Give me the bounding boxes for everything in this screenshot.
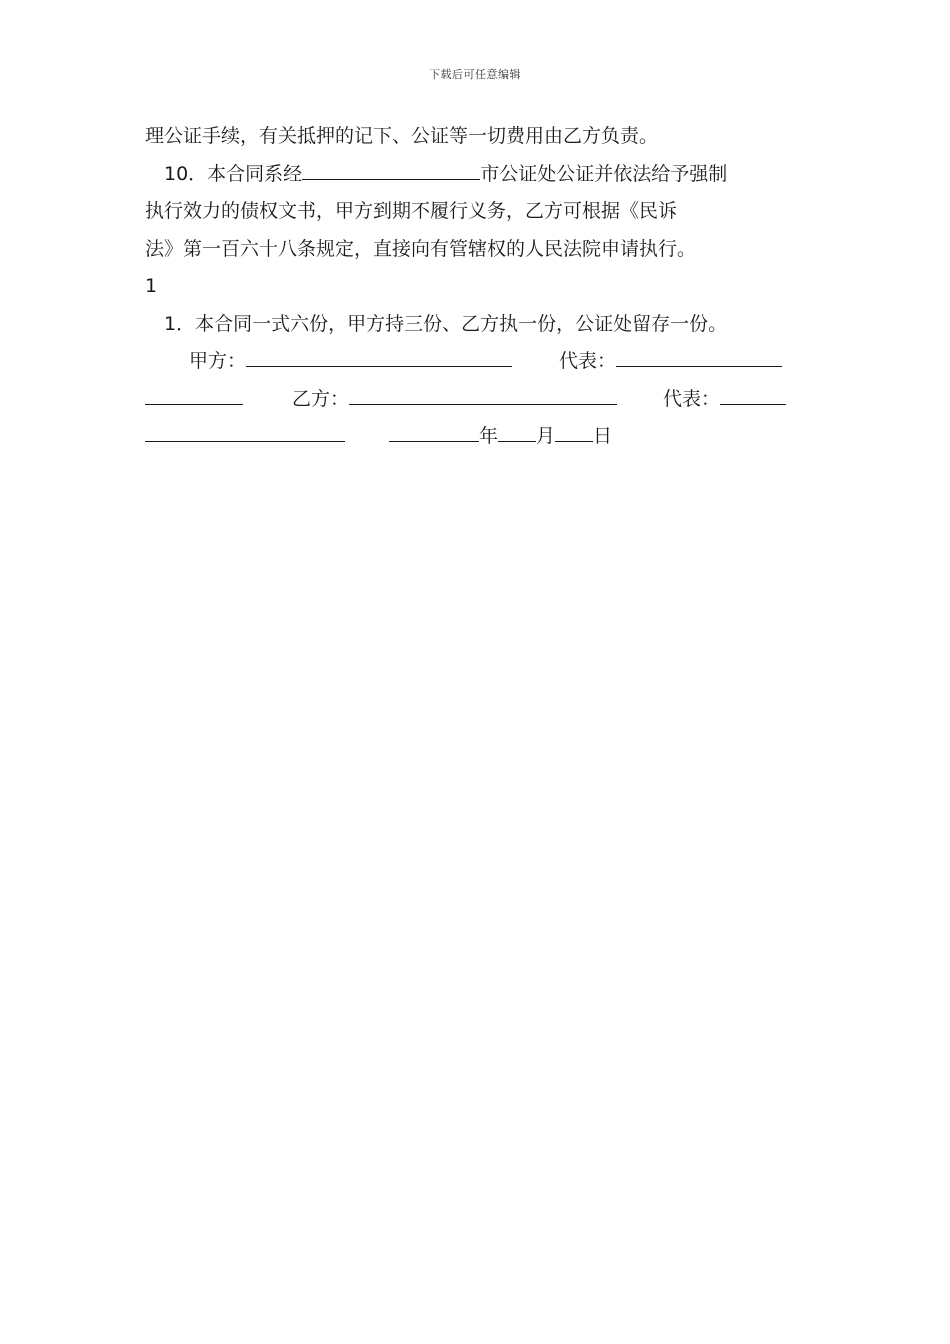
- day-blank[interactable]: [555, 423, 593, 442]
- party-b-blank[interactable]: [349, 385, 617, 404]
- year-blank[interactable]: [389, 423, 479, 442]
- party-a-signature-line: [145, 343, 807, 381]
- notary-city-blank[interactable]: [302, 160, 480, 179]
- month-blank[interactable]: [498, 423, 536, 442]
- clause-10-suffix: 市公证处公证并依法给予强制: [480, 162, 728, 185]
- representative-a-blank-part2[interactable]: [145, 385, 243, 404]
- day-label: 日: [593, 425, 613, 447]
- page-header: 下载后可任意编辑: [429, 68, 521, 81]
- year-label: 年: [479, 425, 499, 447]
- document-body: [145, 118, 807, 456]
- representative-b-blank-part2[interactable]: [145, 423, 345, 442]
- party-a-blank[interactable]: [246, 348, 512, 367]
- paragraph-line-4: 法》第一百六十八条规定，直接向有管辖权的人民法院申请执行。: [145, 237, 697, 260]
- paragraph-line-1: 理公证手续，有关抵押的记下、公证等一切费用由乙方负责。: [145, 125, 659, 147]
- clause-10-prefix: 10．本合同系经: [164, 162, 303, 185]
- representative-b-blank-part1[interactable]: [720, 385, 786, 404]
- representative-a-blank-part1[interactable]: [616, 348, 782, 367]
- party-a-label: 甲方：: [189, 350, 247, 372]
- representative-label-1: 代表：: [559, 350, 617, 372]
- date-signature-line: [145, 418, 807, 456]
- month-label: 月: [536, 425, 556, 447]
- paragraph-line-3: 执行效力的债权文书，甲方到期不履行义务，乙方可根据《民诉: [145, 200, 678, 222]
- party-b-signature-line: [145, 381, 807, 419]
- clause-10-line: [145, 156, 807, 194]
- party-b-label: 乙方：: [292, 387, 350, 410]
- paragraph-line-5: 1: [145, 275, 158, 297]
- clause-11-line: 1．本合同一式六份，甲方持三份、乙方执一份，公证处留存一份。: [164, 312, 728, 335]
- representative-label-2: 代表：: [663, 387, 721, 410]
